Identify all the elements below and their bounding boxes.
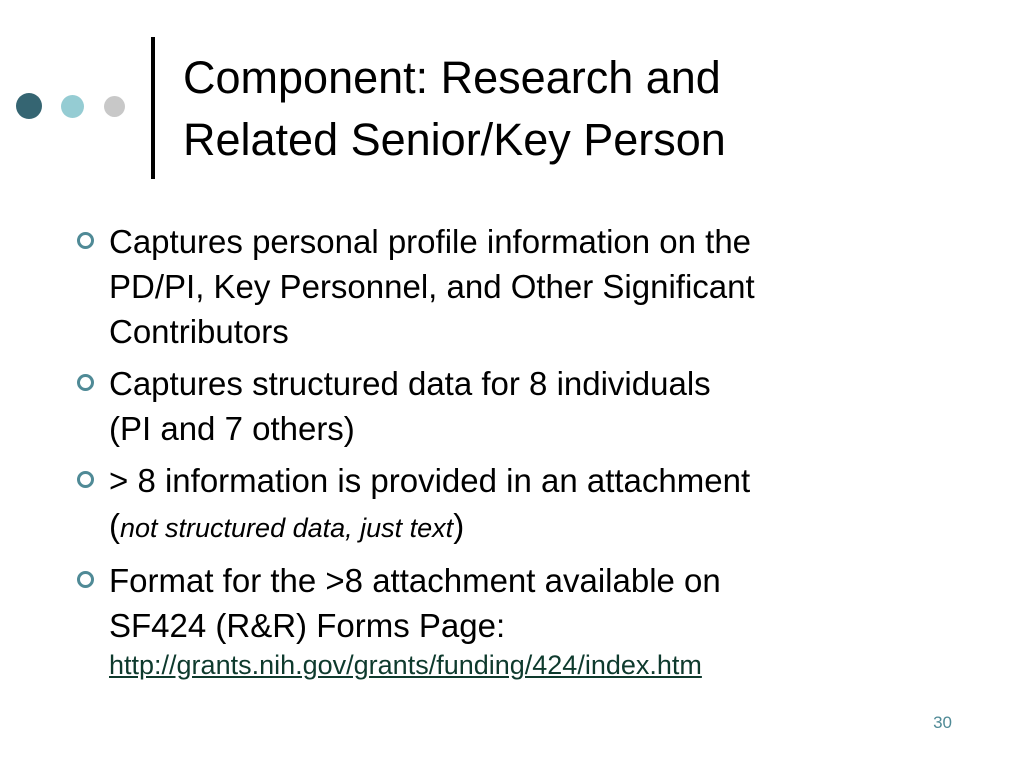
dot-dark-teal [16,93,42,119]
slide-title-line-2: Related Senior/Key Person [183,114,726,165]
title-divider-rule [151,37,155,179]
bullet-4-line-2: SF424 (R&R) Forms Page: [109,607,506,644]
dot-light-teal [61,95,84,118]
bullet-1-line-1: Captures personal profile information on the [109,223,752,260]
slide-title-line-1: Component: Research and [183,52,721,103]
bullet-item-4 [72,558,972,682]
bullet-1-line-2: PD/PI, Key Personnel, and Other Significant [109,268,755,305]
bullet-3-line-2 [109,503,972,551]
bullet-3-line-1: > 8 information is provided in an attachment [109,462,751,499]
page-number: 30 [933,713,952,732]
bullet-4-line-1: Format for the >8 attachment available on [109,562,721,599]
bullet-3-open-paren: ( [109,507,120,544]
bullet-list [72,219,972,689]
bullet-2-line-1: Captures structured data for 8 individuals [109,365,711,402]
dot-gray [104,96,125,117]
decorative-dots [16,93,136,121]
bullet-item-1 [72,219,972,354]
ring-bullet-icon [77,232,94,249]
bullet-1-line-3: Contributors [109,313,289,350]
ring-bullet-icon [77,571,94,588]
ring-bullet-icon [77,471,94,488]
forms-page-link[interactable]: http://grants.nih.gov/grants/funding/424/index.htm [109,650,702,680]
bullet-3-italic-note: not structured data, just text [120,513,454,543]
bullet-2-line-2: (PI and 7 others) [109,410,355,447]
bullet-item-3 [72,458,972,551]
slide-title [183,47,1003,171]
bullet-item-2 [72,361,972,451]
ring-bullet-icon [77,374,94,391]
bullet-3-close-paren: ) [453,507,465,544]
